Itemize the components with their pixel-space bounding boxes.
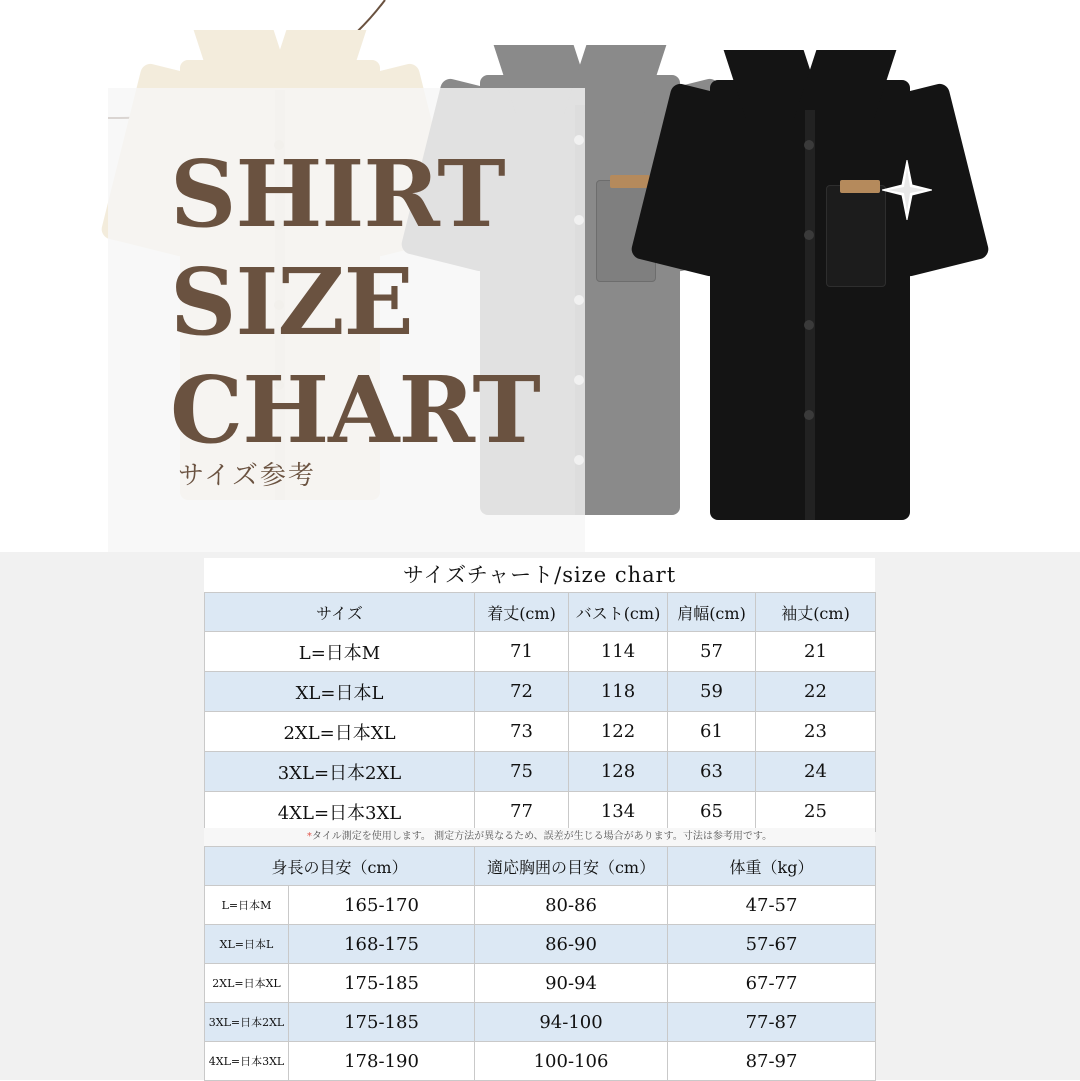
cell-height: 168-175 (289, 925, 475, 964)
cell-weight: 57-67 (668, 925, 876, 964)
title-line-size: SIZE (170, 248, 413, 356)
cell-bust: 122 (569, 712, 668, 752)
measurement-note (204, 828, 875, 846)
size-chart-title: サイズチャート/size chart (402, 563, 677, 587)
cell-bust: 134 (569, 792, 668, 832)
cell-length: 73 (475, 712, 569, 752)
title-line-chart: CHART (170, 356, 540, 464)
note-text: タイル測定を使用します。 測定方法が異なるため、誤差が生じる場合があります。寸法は参考用です。 (311, 831, 773, 842)
cell-size: XL=日本L (205, 925, 289, 964)
cell-chest: 100-106 (475, 1042, 668, 1081)
cell-sleeve: 24 (756, 752, 876, 792)
black-shirt-image (650, 10, 980, 550)
cell-size: 4XL=日本3XL (205, 1042, 289, 1081)
cell-height: 175-185 (289, 964, 475, 1003)
cell-height: 178-190 (289, 1042, 475, 1081)
header-height: 身長の目安（cm） (205, 847, 475, 886)
size-chart-panel (204, 558, 875, 1080)
cell-length: 72 (475, 672, 569, 712)
cell-bust: 114 (569, 632, 668, 672)
cell-size: 4XL=日本3XL (205, 792, 475, 832)
header-bust: バスト(cm) (569, 593, 668, 632)
cell-chest: 94-100 (475, 1003, 668, 1042)
cell-sleeve: 23 (756, 712, 876, 752)
cell-size: L=日本M (205, 886, 289, 925)
header-shoulder: 肩幅(cm) (668, 593, 756, 632)
cell-shoulder: 65 (668, 792, 756, 832)
cell-length: 75 (475, 752, 569, 792)
cell-height: 175-185 (289, 1003, 475, 1042)
cell-chest: 86-90 (475, 925, 668, 964)
hero-subtitle: サイズ参考 (178, 461, 316, 491)
cell-size: 2XL=日本XL (205, 964, 289, 1003)
cell-length: 77 (475, 792, 569, 832)
cell-chest: 80-86 (475, 886, 668, 925)
cell-sleeve: 25 (756, 792, 876, 832)
cell-sleeve: 21 (756, 632, 876, 672)
table-header-row (205, 593, 876, 632)
cell-weight: 87-97 (668, 1042, 876, 1081)
cell-size: 3XL=日本2XL (205, 752, 475, 792)
cell-shoulder: 63 (668, 752, 756, 792)
cell-length: 71 (475, 632, 569, 672)
cell-shoulder: 61 (668, 712, 756, 752)
cell-size: L=日本M (205, 632, 475, 672)
fit-guide-table (204, 846, 876, 1081)
cell-weight: 47-57 (668, 886, 876, 925)
cell-shoulder: 59 (668, 672, 756, 712)
header-size: サイズ (205, 593, 475, 632)
table-row (205, 886, 876, 925)
header-sleeve: 袖丈(cm) (756, 593, 876, 632)
title-line-shirt: SHIRT (170, 140, 505, 248)
table-row (205, 672, 876, 712)
cell-sleeve: 22 (756, 672, 876, 712)
cell-bust: 128 (569, 752, 668, 792)
cell-size: 2XL=日本XL (205, 712, 475, 752)
sparkle-icon (882, 160, 932, 220)
table-row (205, 964, 876, 1003)
table-row (205, 1003, 876, 1042)
cell-bust: 118 (569, 672, 668, 712)
table-row (205, 712, 876, 752)
cell-chest: 90-94 (475, 964, 668, 1003)
cell-size: 3XL=日本2XL (205, 1003, 289, 1042)
cell-weight: 77-87 (668, 1003, 876, 1042)
cell-size: XL=日本L (205, 672, 475, 712)
hero-title (170, 140, 540, 464)
table-row (205, 792, 876, 832)
header-chest: 適応胸囲の目安（cm） (475, 847, 668, 886)
cell-shoulder: 57 (668, 632, 756, 672)
table-header-row (205, 847, 876, 886)
header-length: 着丈(cm) (475, 593, 569, 632)
table-row (205, 632, 876, 672)
header-weight: 体重（kg） (668, 847, 876, 886)
cell-height: 165-170 (289, 886, 475, 925)
note-asterisk: * (306, 831, 312, 842)
size-measurements-table (204, 592, 876, 832)
table-row (205, 1042, 876, 1081)
table-row (205, 925, 876, 964)
table-row (205, 752, 876, 792)
cell-weight: 67-77 (668, 964, 876, 1003)
